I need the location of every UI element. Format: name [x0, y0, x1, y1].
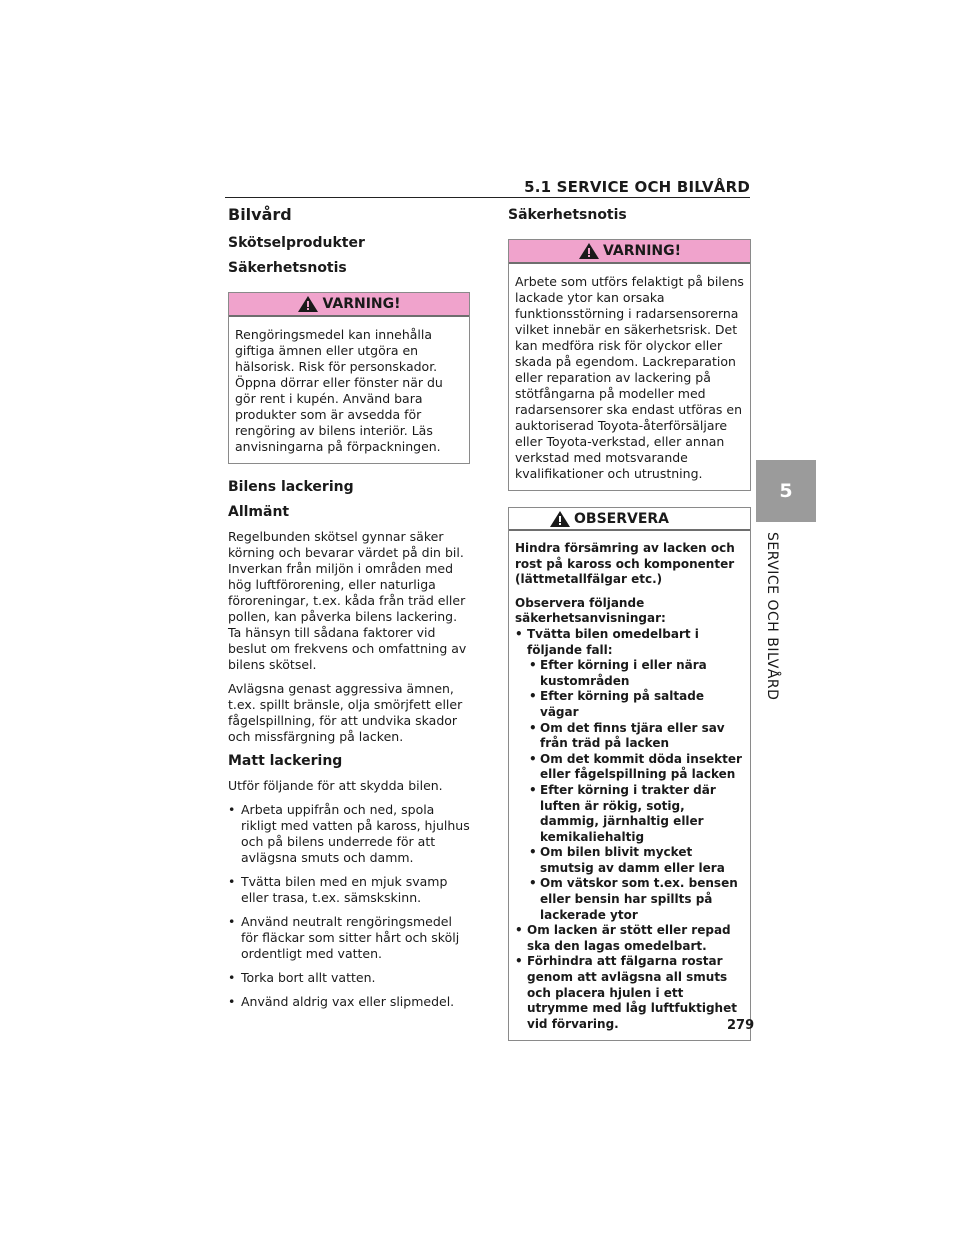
list-item: • Använd aldrig vax eller slipmedel.	[228, 994, 470, 1010]
care-list	[228, 802, 470, 1010]
list-item: • Arbeta uppifrån och ned, spola rikligt med vatten på kaross, hjulhus och på bilens underrede för att avlägsna smuts och damm.	[228, 802, 470, 866]
heading-matt-lackering: Matt lackering	[228, 753, 343, 769]
heading-skotselprodukter: Skötselprodukter	[228, 235, 365, 251]
heading-allmant: Allmänt	[228, 504, 290, 520]
warning-header	[229, 293, 469, 317]
observe-box	[508, 507, 751, 1041]
page-number: 279	[727, 1018, 755, 1033]
warning-text: Arbete som utförs felaktigt på bilens lackade ytor kan orsaka funktionsstörning i radarsensorerna vilket innebär en säkerhetsrisk. Det kan medföra risk för olyckor eller skada på egendom. Lackreparation eller reparation av lackering på stötfångarna på modeller med radarsensorer ska endast utföras en auktoriserad Toyota-återförsäljare eller Toyota-verkstad, eller annan verkstad med motsvarande kvalifikationer och utrustning.	[515, 274, 744, 481]
chapter-tab-label: SERVICE OCH BILVÅRD	[764, 532, 780, 701]
header-divider	[225, 197, 750, 198]
list-item: • Torka bort allt vatten.	[228, 970, 470, 986]
sub-list-item: • Om det kommit döda insekter eller fågelspillning på lacken	[527, 752, 744, 783]
sub-list-item: • Efter körning på saltade vägar	[527, 689, 744, 720]
sub-list-item: • Efter körning i eller nära kustområden	[527, 658, 744, 689]
page-title: Bilvård	[228, 205, 292, 224]
observe-sublist	[527, 658, 744, 923]
heading-bilens-lackering: Bilens lackering	[228, 479, 354, 495]
chapter-tab	[756, 460, 816, 522]
paragraph-utfor: Utför följande för att skydda bilen.	[228, 778, 443, 793]
warning-heading: VARNING!	[602, 243, 682, 259]
chapter-number: 5	[779, 480, 793, 502]
warning-box-radar	[508, 239, 751, 491]
sub-list-item: • Om vätskor som t.ex. bensen eller bensin har spillts på lackerade ytor	[527, 876, 744, 923]
right-column	[508, 207, 751, 1056]
observe-item-text: Tvätta bilen omedelbart i följande fall:	[527, 626, 699, 657]
heading-sakerhetsnotis: Säkerhetsnotis	[228, 260, 347, 276]
observe-list	[515, 627, 744, 1032]
section-header-title: 5.1 SERVICE OCH BILVÅRD	[524, 178, 750, 196]
paragraph-aggressiva: Avlägsna genast aggressiva ämnen, t.ex. spillt bränsle, olja smörjfett eller fågelspillning, för att undvika skador och missfärgning på lacken.	[228, 681, 463, 744]
observe-body	[509, 531, 750, 1040]
left-column	[228, 207, 470, 1018]
sub-list-item: • Efter körning i trakter där luften är rökig, sotig, dammig, järnhaltig eller kemikaliehaltig	[527, 783, 744, 845]
list-item: • Tvätta bilen med en mjuk svamp eller trasa, t.ex. sämskskinn.	[228, 874, 470, 906]
list-item: • Använd neutralt rengöringsmedel för fläckar som sitter hårt och skölj ordentligt med vatten.	[228, 914, 470, 962]
observe-intro-2: Observera följande säkerhetsanvisningar:	[515, 595, 666, 626]
list-item: • Om lacken är stött eller repad ska den lagas omedelbart.	[515, 923, 744, 954]
sub-list-item: • Om bilen blivit mycket smutsig av damm eller lera	[527, 845, 744, 876]
caution-triangle-icon	[549, 510, 571, 528]
warning-heading: VARNING!	[322, 296, 401, 312]
list-item: • Förhindra att fälgarna rostar genom att avlägsna all smuts och placera hjulen i ett utrymme med låg luftfuktighet vid förvaring.	[515, 954, 744, 1032]
paragraph-allmant: Regelbunden skötsel gynnar säker körning och bevarar värdet på din bil. Inverkan från miljön i områden med hög luftförorening, eller naturliga föroreningar, t.ex. kåda från träd eller pollen, kan påverka bilens lackering. Ta hänsyn till sådana faktorer vid beslut om frekvens och omfattning av bilens skötsel.	[228, 529, 467, 672]
sub-list-item: • Om det finns tjära eller sav från träd på lacken	[527, 721, 744, 752]
observe-intro: Hindra försämring av lacken och rost på kaross och komponenter (lättmetallfälgar etc.)	[515, 541, 735, 587]
list-item	[515, 627, 744, 923]
warning-header	[509, 240, 750, 264]
heading-sakerhetsnotis-right: Säkerhetsnotis	[508, 207, 627, 223]
warning-text: Rengöringsmedel kan innehålla giftiga ämnen eller utgöra en hälsorisk. Risk för personskador. Öppna dörrar eller fönster när du gör rent i kupén. Använd bara produkter som är avsedda för rengöring av bilens interiör. Läs anvisningarna på förpackningen.	[235, 327, 443, 454]
warning-triangle-icon	[578, 242, 600, 260]
observe-heading: OBSERVERA	[574, 510, 670, 527]
observe-header	[509, 508, 750, 531]
warning-triangle-icon	[297, 295, 319, 313]
warning-box	[228, 292, 470, 464]
